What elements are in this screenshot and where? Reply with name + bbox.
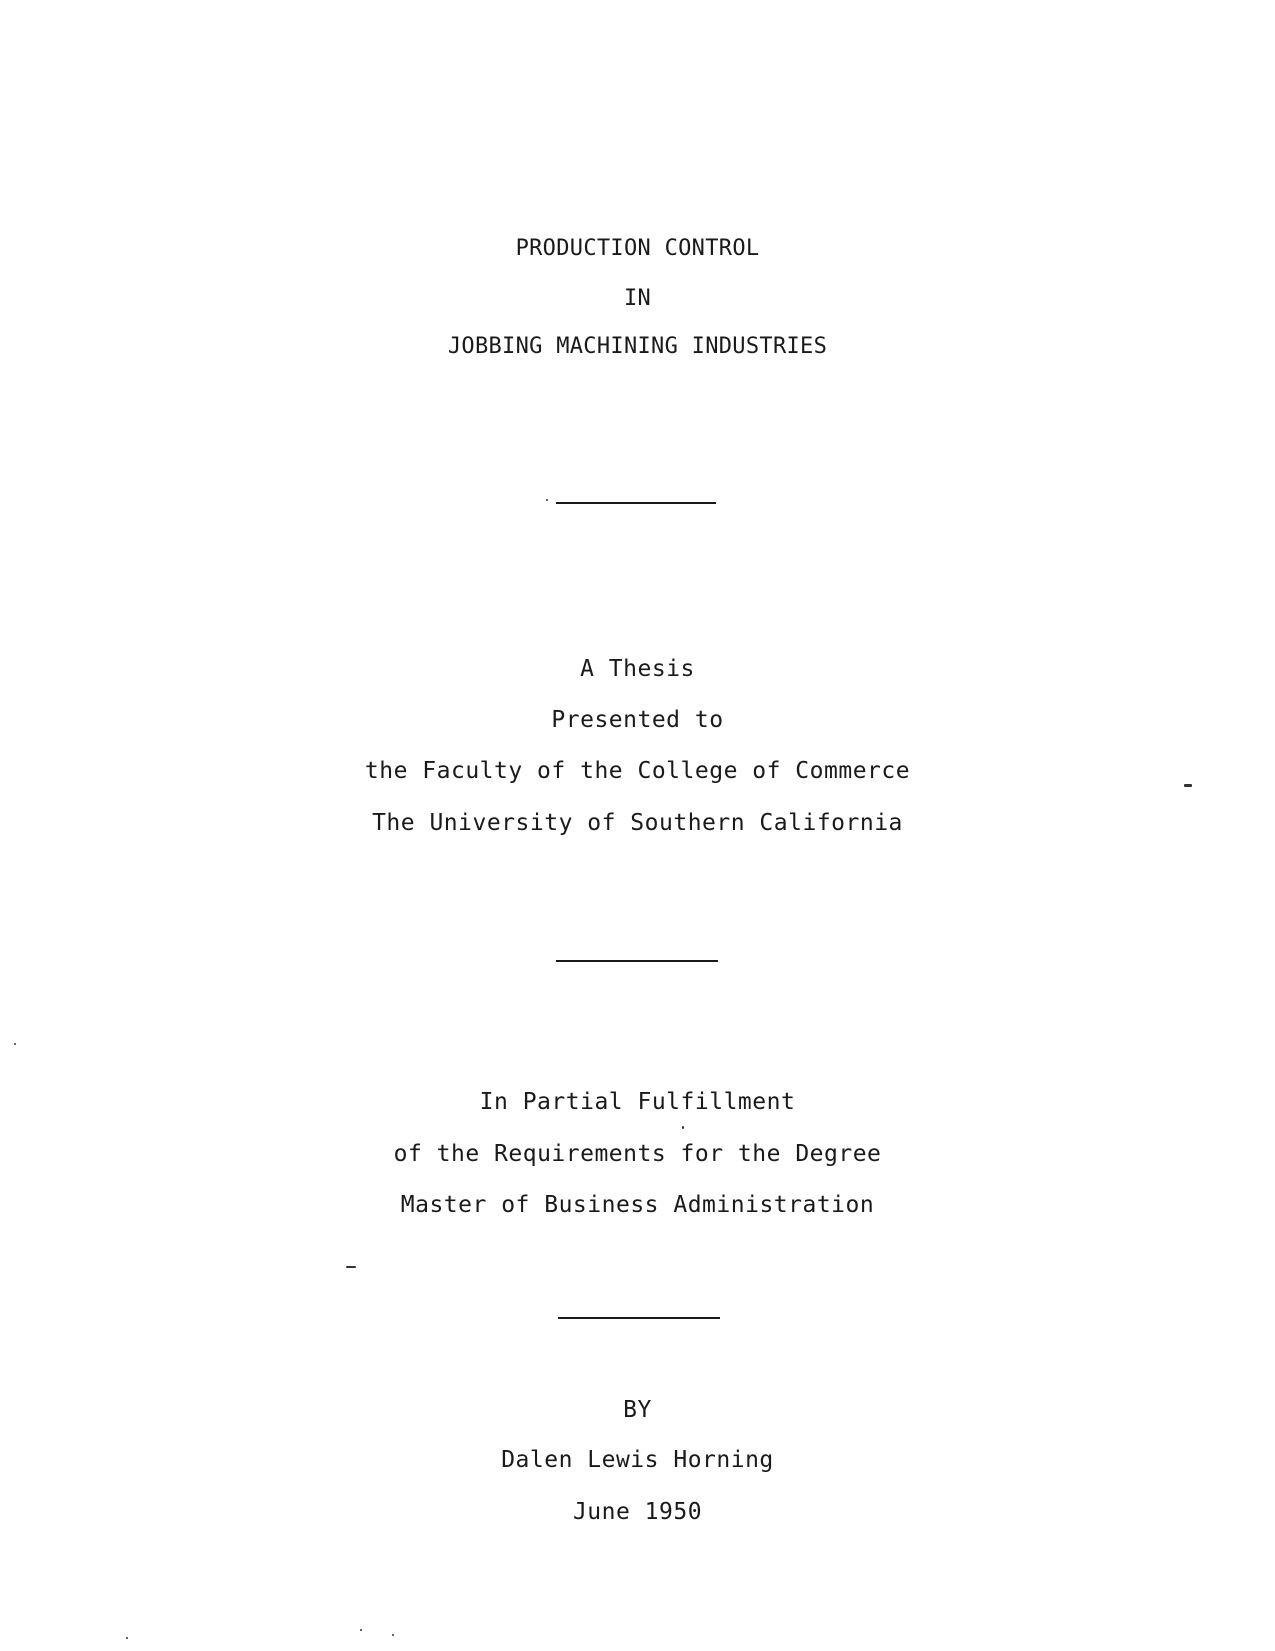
- presentation-line-1: A Thesis: [580, 656, 695, 682]
- scan-speck: [126, 1637, 128, 1639]
- divider-rule-3: [558, 1317, 720, 1319]
- scan-speck: [346, 1266, 356, 1268]
- fulfillment-line-2: of the Requirements for the Degree: [393, 1141, 882, 1167]
- divider-rule-1: [556, 502, 716, 504]
- scan-speck: [360, 1629, 362, 1631]
- title-line-3: JOBBING MACHINING INDUSTRIES: [447, 334, 828, 359]
- scan-speck: [546, 499, 548, 501]
- fulfillment-line-1: In Partial Fulfillment: [479, 1089, 796, 1115]
- title-line-2: IN: [623, 286, 652, 311]
- scan-speck: [682, 1126, 684, 1129]
- author-name: Dalen Lewis Horning: [501, 1447, 774, 1473]
- fulfillment-line-3: Master of Business Administration: [400, 1192, 875, 1218]
- presentation-line-2: Presented to: [551, 707, 724, 733]
- title-line-1: PRODUCTION CONTROL: [515, 236, 760, 261]
- scan-speck: [392, 1634, 394, 1636]
- scan-speck: [14, 1043, 16, 1045]
- author-by-label: BY: [623, 1397, 652, 1423]
- scan-speck: [1184, 784, 1192, 787]
- presentation-line-3: the Faculty of the College of Commerce: [364, 758, 911, 784]
- divider-rule-2: [556, 960, 718, 962]
- thesis-date: June 1950: [572, 1499, 703, 1525]
- presentation-line-4: The University of Southern California: [372, 810, 903, 836]
